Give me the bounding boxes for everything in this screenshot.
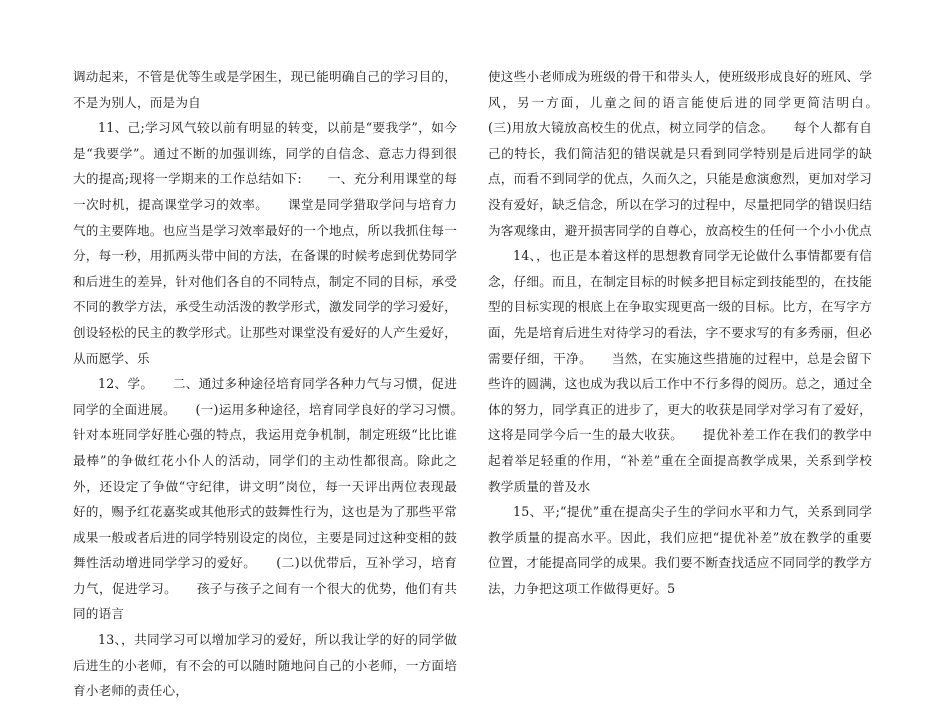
paragraph: 11、己;学习风气较以前有明显的转变，以前是“要我学”，如今是“我要学”。通过不断的加强训练，同学的自信念、意志力得到很大的提高;现将一学期来的工作总结如下: 一、充分利用课堂的每一次时机，提高课堂学习的效率。 课堂是同学猎取学问与培育力气的主要阵地。也应当是学习效率最好的一个地点，所以我抓住每一分，每一秒，用抓两头带中间的方法，在备课的时候考虑到优势同学和后进生的差异，针对他们各自的不同特点，制定不同的目标，承受不同的教学方法，承受生动活泼的教学形式，激发同学的学习爱好，创设轻松的民主的教学形式。让那些对课堂没有爱好的人产生爱好，从而愿学、乐 [73,120,457,366]
paragraph: 14、，也正是本着这样的思想教育同学无论做什么事情都要有信念，仔细。而且，在制定目标的时候多把目标定到技能型的，在技能型的目标实现的根底上在争取实现更高一级的目标。比方，在写字方面，先是培育后进生对待学习的看法，字不要求写的有多秀丽，但必需要仔细，干净。 当然，在实施这些措施的过程中，总是会留下些许的圆满，这也成为我以后工作中不行多得的阅历。总之，通过全体的努力，同学真正的进步了，更大的收获是同学对学习有了爱好，这将是同学今后一生的最大收获。 提优补差工作在我们的教学中起着举足轻重的作用，“补差”重在全面提高教学成果，关系到学校教学质量的普及水 [488,248,872,494]
right-column [488,64,898,601]
paragraph: 调动起来，不管是优等生或是学困生，现已能明确自己的学习目的，不是为别人，而是为自 [73,69,457,110]
paragraph: 13、，共同学习可以增加学习的爱好，所以我让学的好的同学做后进生的小老师，有不会的可以随时随地问自己的小老师，一方面培育小老师的责任心， [73,632,457,699]
paragraph: 12、学。 二、通过多种途径培育同学各种力气与习惯，促进同学的全面进展。 (一)运用多种途径，培育同学良好的学习习惯。 针对本班同学好胜心强的特点，我运用竞争机制，制定班级“比比谁最棒”的争做红花小仆人的活动，同学们的主动性都很高。除此之外，还设定了争做“守纪律，讲文明”岗位，每一天评出两位表现最好的，赐予红花嘉奖或其他形式的鼓舞性行为，这也是为了那些平常成果一般或者后进的同学特别设定的岗位，主要是同过这种变相的鼓舞性活动增进同学学习的爱好。 (二)以优带后，互补学习，培育力气，促进学习。 孩子与孩子之间有一个很大的优势，他们有共同的语言 [73,376,483,622]
paragraph: 使这些小老师成为班级的骨干和带头人，使班级形成良好的班风、学风，另一方面，儿童之间的语言能使后进的同学更简洁明白。 (三)用放大镜放高校生的优点，树立同学的信念。 每个人都有自己的特长，我们简洁犯的错误就是只看到同学特别是后进同学的缺点，而看不到同学的优点，久而久之，只能是愈演愈烈，更加对学习没有爱好，缺乏信念，所以在学习的过程中，尽量把同学的错误归结为客观缘由，避开损害同学的自尊心，放高校生的任何一个小小优点 [488,69,898,238]
paragraph: 15、平;“提优”重在提高尖子生的学问水平和力气，关系到同学教学质量的提高水平。因此，我们应把“提优补差”放在教学的重要位置，才能提高同学的成果。我们要不断查找适应不同同学的教学方法，力争把这项工作做得更好。5 [488,504,872,596]
left-column [73,64,483,704]
